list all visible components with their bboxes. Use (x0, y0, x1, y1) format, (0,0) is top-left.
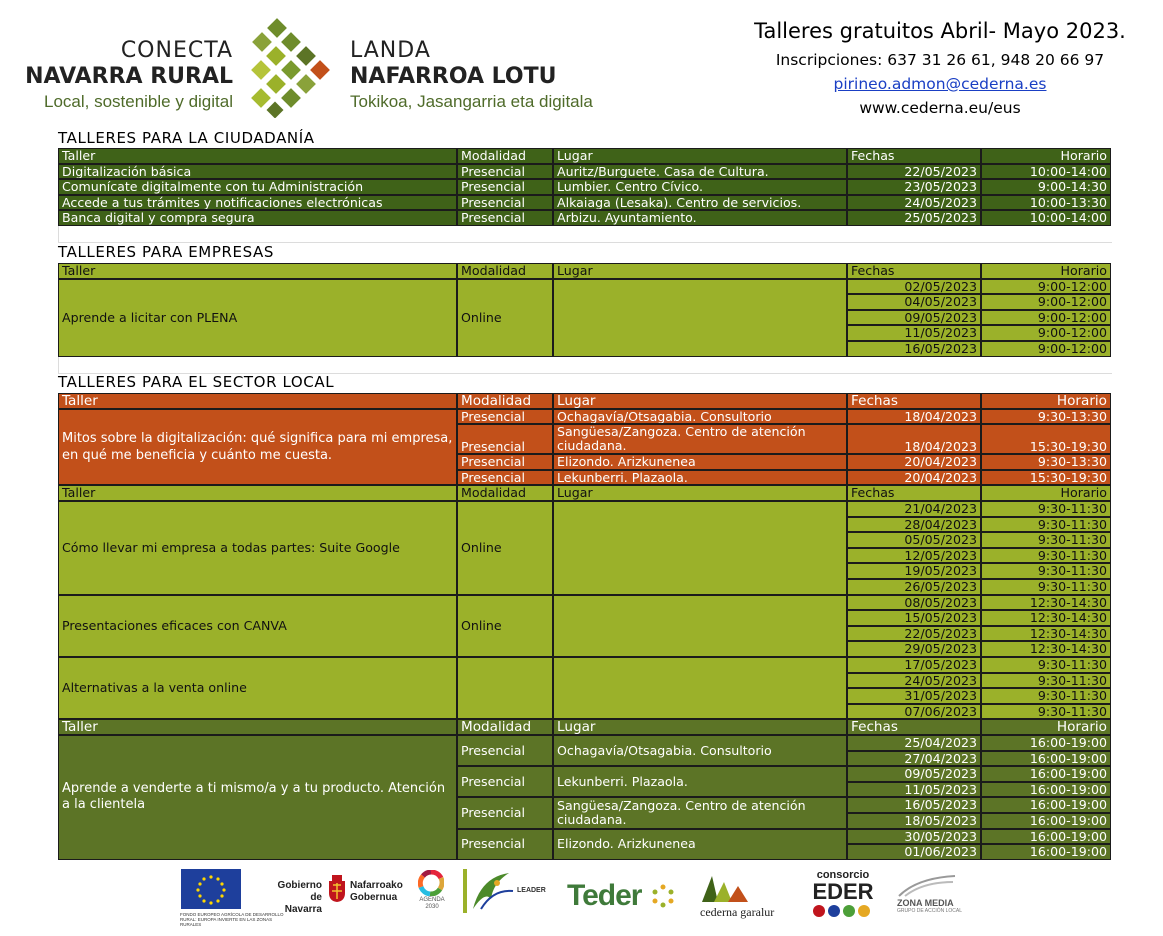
eu-flag-icon (181, 869, 241, 909)
group-modalidad: Presencial (457, 797, 553, 828)
workshop-lugar (553, 501, 847, 595)
session-horario: 9:00-12:00 (981, 341, 1111, 357)
session-fecha: 04/05/2023 (847, 294, 981, 310)
eder-dots-icon (812, 904, 874, 918)
session-horario: 9:30-11:30 (981, 563, 1111, 579)
group-lugar: Elizondo. Arizkunenea (553, 829, 847, 860)
zona-media-swoosh-icon (897, 874, 957, 898)
workshop-modalidad: Online (457, 595, 553, 657)
spacer-row (58, 226, 1112, 243)
gobierno-navarra-text: Gobierno de Navarra (277, 880, 322, 915)
session-fecha: 16/05/2023 (847, 797, 981, 813)
table-row-horario: 9:30-13:30 (981, 454, 1111, 470)
footer-logos (0, 866, 1163, 936)
table-row-taller: Accede a tus trámites y notificaciones electrónicas (58, 195, 457, 211)
column-header-modalidad-ciudadania: Modalidad (457, 148, 553, 164)
logo-line-landa: LANDA (350, 38, 431, 63)
session-fecha: 29/05/2023 (847, 641, 981, 657)
table-row-horario: 10:00-13:30 (981, 195, 1111, 211)
session-horario: 9:30-11:30 (981, 579, 1111, 595)
session-fecha: 08/05/2023 (847, 595, 981, 611)
session-fecha: 15/05/2023 (847, 610, 981, 626)
session-horario: 9:00-12:00 (981, 294, 1111, 310)
session-fecha: 09/05/2023 (847, 766, 981, 782)
column-header-fechas-sector-local-3: Fechas (847, 719, 981, 735)
table-row-lugar: Auritz/Burguete. Casa de Cultura. (553, 164, 847, 180)
column-header-horario-sector-local-3: Horario (981, 719, 1111, 735)
table-row-fecha: 18/04/2023 (847, 424, 981, 454)
session-horario: 16:00-19:00 (981, 829, 1111, 845)
column-header-fechas-ciudadania: Fechas (847, 148, 981, 164)
session-fecha: 21/04/2023 (847, 501, 981, 517)
session-horario: 9:00-12:00 (981, 310, 1111, 326)
session-horario: 16:00-19:00 (981, 735, 1111, 751)
column-header-horario-empresas: Horario (981, 263, 1111, 279)
column-header-modalidad-sector-local-3: Modalidad (457, 719, 553, 735)
workshop-modalidad (457, 657, 553, 719)
session-fecha: 11/05/2023 (847, 782, 981, 798)
column-header-lugar-ciudadania: Lugar (553, 148, 847, 164)
table-row-fecha: 22/05/2023 (847, 164, 981, 180)
zona-media-text: ZONA MEDIA (897, 898, 954, 908)
group-modalidad: Presencial (457, 829, 553, 860)
column-header-taller-empresas: Taller (58, 263, 457, 279)
logo-line-nafarroa-lotu: NAFARROA LOTU (350, 64, 557, 89)
website-link[interactable]: www.cederna.eu/eus (859, 99, 1021, 117)
column-header-taller-ciudadania: Taller (58, 148, 457, 164)
table-row-taller: Banca digital y compra segura (58, 210, 457, 226)
session-horario: 16:00-19:00 (981, 844, 1111, 860)
agenda-2030-text: AGENDA 2030 (419, 897, 445, 910)
session-horario: 12:30-14:30 (981, 610, 1111, 626)
zona-media-subtext: GRUPO DE ACCIÓN LOCAL (897, 908, 963, 914)
table-row-fecha: 20/04/2023 (847, 454, 981, 470)
workshop-name: Aprende a licitar con PLENA (58, 279, 457, 357)
table-row-horario: 9:00-14:30 (981, 179, 1111, 195)
session-horario: 9:30-11:30 (981, 517, 1111, 533)
session-horario: 9:30-11:30 (981, 673, 1111, 689)
session-horario: 9:00-12:00 (981, 325, 1111, 341)
column-header-lugar-sector-local-2: Lugar (553, 485, 847, 501)
column-header-modalidad-sector-local-1: Modalidad (457, 393, 553, 409)
column-header-lugar-empresas: Lugar (553, 263, 847, 279)
session-horario: 9:30-11:30 (981, 688, 1111, 704)
logo-tagline-eu: Tokikoa, Jasangarria eta digitala (350, 92, 593, 111)
session-horario: 9:00-12:00 (981, 279, 1111, 295)
navarra-shield-icon (327, 875, 347, 903)
table-row-horario: 15:30-19:30 (981, 470, 1111, 486)
column-header-taller-sector-local-3: Taller (58, 719, 457, 735)
column-header-horario-ciudadania: Horario (981, 148, 1111, 164)
section-title-empresas: TALLERES PARA EMPRESAS (58, 243, 274, 261)
session-fecha: 18/05/2023 (847, 813, 981, 829)
column-header-modalidad-empresas: Modalidad (457, 263, 553, 279)
page-title: Talleres gratuitos Abril- Mayo 2023. (754, 19, 1126, 43)
table-row-lugar: Ochagavía/Otsagabia. Consultorio (553, 409, 847, 425)
logo-diamonds-icon (245, 18, 335, 118)
table-row-lugar: Elizondo. Arizkunenea (553, 454, 847, 470)
group-modalidad: Presencial (457, 735, 553, 766)
email-link[interactable]: pirineo.admon@cederna.es (833, 75, 1047, 93)
session-horario: 12:30-14:30 (981, 595, 1111, 611)
table-row-modalidad: Presencial (457, 179, 553, 195)
session-fecha: 16/05/2023 (847, 341, 981, 357)
session-horario: 9:30-11:30 (981, 548, 1111, 564)
teder-sun-icon (650, 883, 676, 909)
workshop-modalidad: Online (457, 501, 553, 595)
table-row-lugar: Alkaiaga (Lesaka). Centro de servicios. (553, 195, 847, 211)
workshop-name: Aprende a venderte a ti mismo/a y a tu producto. Atención a la clientela (58, 735, 457, 860)
table-row-horario: 10:00-14:00 (981, 164, 1111, 180)
column-header-lugar-sector-local-3: Lugar (553, 719, 847, 735)
cederna-text: cederna garalur (700, 905, 775, 919)
table-row-modalidad: Presencial (457, 164, 553, 180)
session-fecha: 28/04/2023 (847, 517, 981, 533)
workshop-lugar (553, 279, 847, 357)
session-fecha: 05/05/2023 (847, 532, 981, 548)
session-horario: 16:00-19:00 (981, 797, 1111, 813)
session-fecha: 12/05/2023 (847, 548, 981, 564)
session-fecha: 11/05/2023 (847, 325, 981, 341)
group-lugar: Lekunberri. Plazaola. (553, 766, 847, 797)
column-header-fechas-sector-local-2: Fechas (847, 485, 981, 501)
column-header-taller-sector-local-1: Taller (58, 393, 457, 409)
table-row-lugar: Sangüesa/Zangoza. Centro de atención ciudadana. (553, 424, 847, 454)
session-fecha: 30/05/2023 (847, 829, 981, 845)
session-horario: 9:30-11:30 (981, 657, 1111, 673)
table-row-modalidad: Presencial (457, 454, 553, 470)
workshop-modalidad: Online (457, 279, 553, 357)
session-fecha: 19/05/2023 (847, 563, 981, 579)
column-header-horario-sector-local-1: Horario (981, 393, 1111, 409)
workshop-name: Alternativas a la venta online (58, 657, 457, 719)
table-row-modalidad: Presencial (457, 195, 553, 211)
table-row-modalidad: Presencial (457, 470, 553, 486)
section-title-ciudadania: TALLERES PARA LA CIUDADANÍA (58, 129, 315, 147)
agenda-2030-icon (418, 870, 444, 896)
column-header-lugar-sector-local-1: Lugar (553, 393, 847, 409)
session-horario: 9:30-11:30 (981, 501, 1111, 517)
session-fecha: 01/06/2023 (847, 844, 981, 860)
teder-logo: Teder (567, 879, 642, 912)
table-row-lugar: Arbizu. Ayuntamiento. (553, 210, 847, 226)
session-horario: 9:30-11:30 (981, 532, 1111, 548)
session-horario: 16:00-19:00 (981, 766, 1111, 782)
session-horario: 12:30-14:30 (981, 641, 1111, 657)
section-title-sector-local: TALLERES PARA EL SECTOR LOCAL (58, 373, 335, 391)
table-row-fecha: 18/04/2023 (847, 409, 981, 425)
logo-conecta-navarra-rural (15, 37, 233, 114)
table-row-taller: Digitalización básica (58, 164, 457, 180)
workshop-name: Mitos sobre la digitalización: qué significa para mi empresa, en qué me beneficia y cuánto me cuesta. (58, 409, 457, 486)
table-row-fecha: 20/04/2023 (847, 470, 981, 486)
leader-text: LEADER (517, 887, 546, 894)
logo-tagline-es: Local, sostenible y digital (43, 92, 233, 111)
session-horario: 12:30-14:30 (981, 626, 1111, 642)
cederna-logo-icon (698, 872, 750, 902)
column-header-horario-sector-local-2: Horario (981, 485, 1111, 501)
table-row-horario: 10:00-14:00 (981, 210, 1111, 226)
column-header-fechas-sector-local-1: Fechas (847, 393, 981, 409)
session-fecha: 25/04/2023 (847, 735, 981, 751)
column-header-taller-sector-local-2: Taller (58, 485, 457, 501)
session-fecha: 24/05/2023 (847, 673, 981, 689)
session-horario: 16:00-19:00 (981, 813, 1111, 829)
session-fecha: 27/04/2023 (847, 751, 981, 767)
table-row-modalidad: Presencial (457, 210, 553, 226)
table-row-lugar: Lumbier. Centro Cívico. (553, 179, 847, 195)
workshop-table (58, 130, 1111, 863)
session-fecha: 07/06/2023 (847, 704, 981, 720)
eder-consorcio-text: consorcio (816, 869, 870, 881)
session-horario: 16:00-19:00 (981, 782, 1111, 798)
session-horario: 9:30-11:30 (981, 704, 1111, 720)
session-fecha: 17/05/2023 (847, 657, 981, 673)
group-lugar: Ochagavía/Otsagabia. Consultorio (553, 735, 847, 766)
workshop-name: Cómo llevar mi empresa a todas partes: Suite Google (58, 501, 457, 595)
table-row-lugar: Lekunberri. Plazaola. (553, 470, 847, 486)
spacer-row (58, 357, 1112, 374)
column-header-modalidad-sector-local-2: Modalidad (457, 485, 553, 501)
table-row-fecha: 25/05/2023 (847, 210, 981, 226)
table-row-modalidad: Presencial (457, 409, 553, 425)
table-row-taller: Comunícate digitalmente con tu Administración (58, 179, 457, 195)
session-fecha: 09/05/2023 (847, 310, 981, 326)
column-header-fechas-empresas: Fechas (847, 263, 981, 279)
table-row-horario: 9:30-13:30 (981, 409, 1111, 425)
logo-line-conecta: CONECTA (120, 38, 233, 63)
table-row-fecha: 23/05/2023 (847, 179, 981, 195)
table-row-horario: 15:30-19:30 (981, 424, 1111, 454)
workshop-name: Presentaciones eficaces con CANVA (58, 595, 457, 657)
table-row-modalidad: Presencial (457, 424, 553, 454)
table-row-fecha: 24/05/2023 (847, 195, 981, 211)
header-info (720, 14, 1160, 120)
eu-caption: FONDO EUROPEO AGRÍCOLA DE DESARROLLO RURAL: EUROPA INVIERTE EN LAS ZONAS RURALES (180, 912, 284, 927)
workshop-lugar (553, 595, 847, 657)
session-fecha: 22/05/2023 (847, 626, 981, 642)
phone-numbers: Inscripciones: 637 31 26 61, 948 20 66 97 (775, 51, 1105, 69)
logo-line-navarra-rural: NAVARRA RURAL (25, 64, 233, 89)
session-fecha: 31/05/2023 (847, 688, 981, 704)
eder-logo: EDER (812, 879, 874, 904)
group-modalidad: Presencial (457, 766, 553, 797)
nafarroako-gobernua-text: Nafarroako Gobernua (350, 880, 403, 903)
session-fecha: 02/05/2023 (847, 279, 981, 295)
workshop-lugar (553, 657, 847, 719)
logo-landa-nafarroa-lotu (350, 37, 650, 114)
leader-logo-icon (463, 869, 521, 913)
session-horario: 16:00-19:00 (981, 751, 1111, 767)
session-fecha: 26/05/2023 (847, 579, 981, 595)
group-lugar: Sangüesa/Zangoza. Centro de atención ciudadana. (553, 797, 847, 828)
